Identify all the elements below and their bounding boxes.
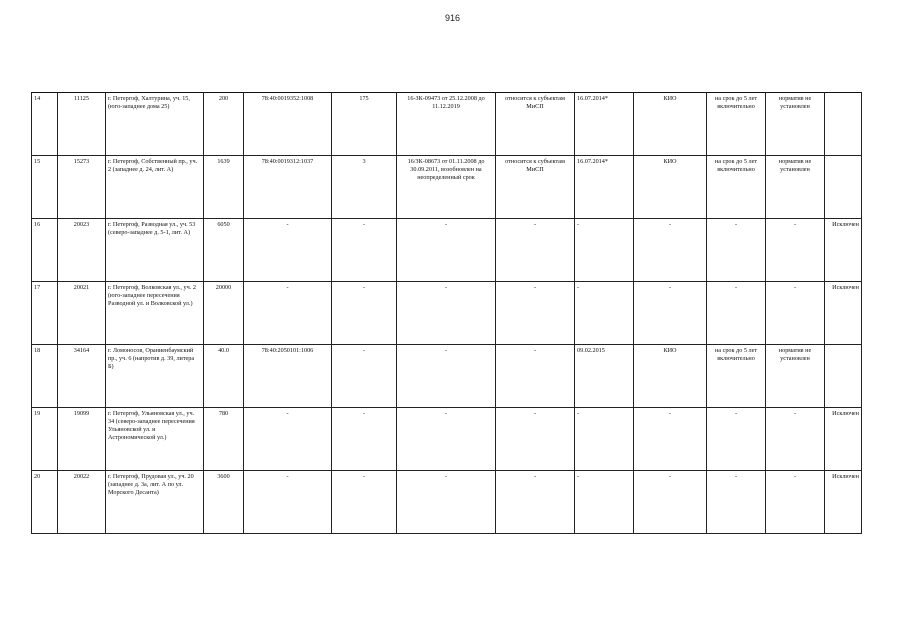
column-5-cell: - bbox=[332, 408, 397, 471]
term-cell: - bbox=[707, 408, 766, 471]
term-cell: - bbox=[707, 471, 766, 534]
date-cell: - bbox=[575, 282, 634, 345]
note-cell: Исключен bbox=[825, 471, 862, 534]
cadastral-number-cell: - bbox=[244, 282, 332, 345]
smb-status-cell: - bbox=[496, 471, 575, 534]
object-id: 20023 bbox=[58, 219, 106, 282]
column-5-cell: 175 bbox=[332, 93, 397, 156]
document-cell: - bbox=[397, 282, 496, 345]
row-number: 14 bbox=[32, 93, 58, 156]
object-id: 11125 bbox=[58, 93, 106, 156]
term-cell: - bbox=[707, 282, 766, 345]
row-number: 18 bbox=[32, 345, 58, 408]
smb-status-cell: - bbox=[496, 282, 575, 345]
organization-cell: - bbox=[634, 219, 707, 282]
row-number: 17 bbox=[32, 282, 58, 345]
norm-cell: - bbox=[766, 471, 825, 534]
norm-cell: - bbox=[766, 408, 825, 471]
table-row bbox=[32, 219, 862, 282]
organization-cell: КИО bbox=[634, 345, 707, 408]
address-cell: г. Петергоф, Волковская ул., уч. 2 (юго-западнее пересечения Разводной ул. и Волковской ул.) bbox=[106, 282, 204, 345]
term-cell: на срок до 5 лет включительно bbox=[707, 345, 766, 408]
cadastral-number-cell: - bbox=[244, 408, 332, 471]
area-cell: 200 bbox=[204, 93, 244, 156]
note-cell bbox=[825, 345, 862, 408]
object-id: 15273 bbox=[58, 156, 106, 219]
row-number: 19 bbox=[32, 408, 58, 471]
date-cell: 16.07.2014* bbox=[575, 93, 634, 156]
smb-status-cell: - bbox=[496, 408, 575, 471]
note-cell: Исключен bbox=[825, 408, 862, 471]
table-row bbox=[32, 345, 862, 408]
column-5-cell: - bbox=[332, 282, 397, 345]
column-5-cell: - bbox=[332, 219, 397, 282]
term-cell: - bbox=[707, 219, 766, 282]
cadastral-number-cell: 78:40:0019312:1037 bbox=[244, 156, 332, 219]
date-cell: - bbox=[575, 408, 634, 471]
cadastral-number-cell: - bbox=[244, 219, 332, 282]
term-cell: на срок до 5 лет включительно bbox=[707, 156, 766, 219]
smb-status-cell: - bbox=[496, 345, 575, 408]
smb-status-cell: относится к субъектам МиСП bbox=[496, 93, 575, 156]
smb-status-cell: - bbox=[496, 219, 575, 282]
column-5-cell: 3 bbox=[332, 156, 397, 219]
address-cell: г. Ломоносов, Ораниенбаумский пр., уч. 6 (напротив д. 39, литера Б) bbox=[106, 345, 204, 408]
organization-cell: - bbox=[634, 408, 707, 471]
note-cell bbox=[825, 156, 862, 219]
area-cell: 20000 bbox=[204, 282, 244, 345]
document-cell: - bbox=[397, 345, 496, 408]
date-cell: - bbox=[575, 219, 634, 282]
address-cell: г. Петергоф, Прудовая ул., уч. 20 (западнее д. 3а, лит. А по ул. Морского Десанта) bbox=[106, 471, 204, 534]
note-cell bbox=[825, 93, 862, 156]
table-row bbox=[32, 282, 862, 345]
document-cell: - bbox=[397, 219, 496, 282]
norm-cell: - bbox=[766, 282, 825, 345]
smb-status-cell: относится к субъектам МиСП bbox=[496, 156, 575, 219]
row-number: 16 bbox=[32, 219, 58, 282]
column-5-cell: - bbox=[332, 471, 397, 534]
table-row bbox=[32, 93, 862, 156]
table-row bbox=[32, 471, 862, 534]
document-cell: 16/ЗК-08673 от 01.11.2008 до 30.09.2011, возобновлен на неопределенный срок bbox=[397, 156, 496, 219]
document-cell: - bbox=[397, 408, 496, 471]
document-cell: 16-ЗК-09473 от 25.12.2008 до 11.12.2019 bbox=[397, 93, 496, 156]
address-cell: г. Петергоф, Разводная ул., уч. 53 (северо-западнее д. 5-1, лит. А) bbox=[106, 219, 204, 282]
area-cell: 40.0 bbox=[204, 345, 244, 408]
norm-cell: - bbox=[766, 219, 825, 282]
area-cell: 3600 bbox=[204, 471, 244, 534]
norm-cell: норматив не установлен bbox=[766, 93, 825, 156]
column-5-cell: - bbox=[332, 345, 397, 408]
term-cell: на срок до 5 лет включительно bbox=[707, 93, 766, 156]
date-cell: 09.02.2015 bbox=[575, 345, 634, 408]
table-row bbox=[32, 408, 862, 471]
area-cell: 1639 bbox=[204, 156, 244, 219]
cadastral-number-cell: 78:40:0019352:1008 bbox=[244, 93, 332, 156]
cadastral-number-cell: 78:40:2050101:1006 bbox=[244, 345, 332, 408]
table-row bbox=[32, 156, 862, 219]
object-id: 20021 bbox=[58, 282, 106, 345]
address-cell: г. Петергоф, Халтурина, уч. 15, (юго-западнее дома 25) bbox=[106, 93, 204, 156]
note-cell: Исключен bbox=[825, 219, 862, 282]
object-id: 34164 bbox=[58, 345, 106, 408]
object-id: 19099 bbox=[58, 408, 106, 471]
area-cell: 6050 bbox=[204, 219, 244, 282]
registry-table bbox=[31, 92, 862, 534]
area-cell: 780 bbox=[204, 408, 244, 471]
row-number: 20 bbox=[32, 471, 58, 534]
organization-cell: КИО bbox=[634, 156, 707, 219]
address-cell: г. Петергоф, Ульяновская ул., уч. 34 (северо-западнее пересечения Ульяновской ул. и Астрономической ул.) bbox=[106, 408, 204, 471]
object-id: 20022 bbox=[58, 471, 106, 534]
page-number: 916 bbox=[444, 13, 461, 23]
date-cell: 16.07.2014* bbox=[575, 156, 634, 219]
note-cell: Исключен bbox=[825, 282, 862, 345]
organization-cell: - bbox=[634, 282, 707, 345]
row-number: 15 bbox=[32, 156, 58, 219]
norm-cell: норматив не установлен bbox=[766, 156, 825, 219]
organization-cell: - bbox=[634, 471, 707, 534]
document-cell: - bbox=[397, 471, 496, 534]
norm-cell: норматив не установлен bbox=[766, 345, 825, 408]
address-cell: г. Петергоф, Собственный пр., уч. 2 (западнее д. 24, лит. А) bbox=[106, 156, 204, 219]
cadastral-number-cell: - bbox=[244, 471, 332, 534]
organization-cell: КИО bbox=[634, 93, 707, 156]
date-cell: - bbox=[575, 471, 634, 534]
